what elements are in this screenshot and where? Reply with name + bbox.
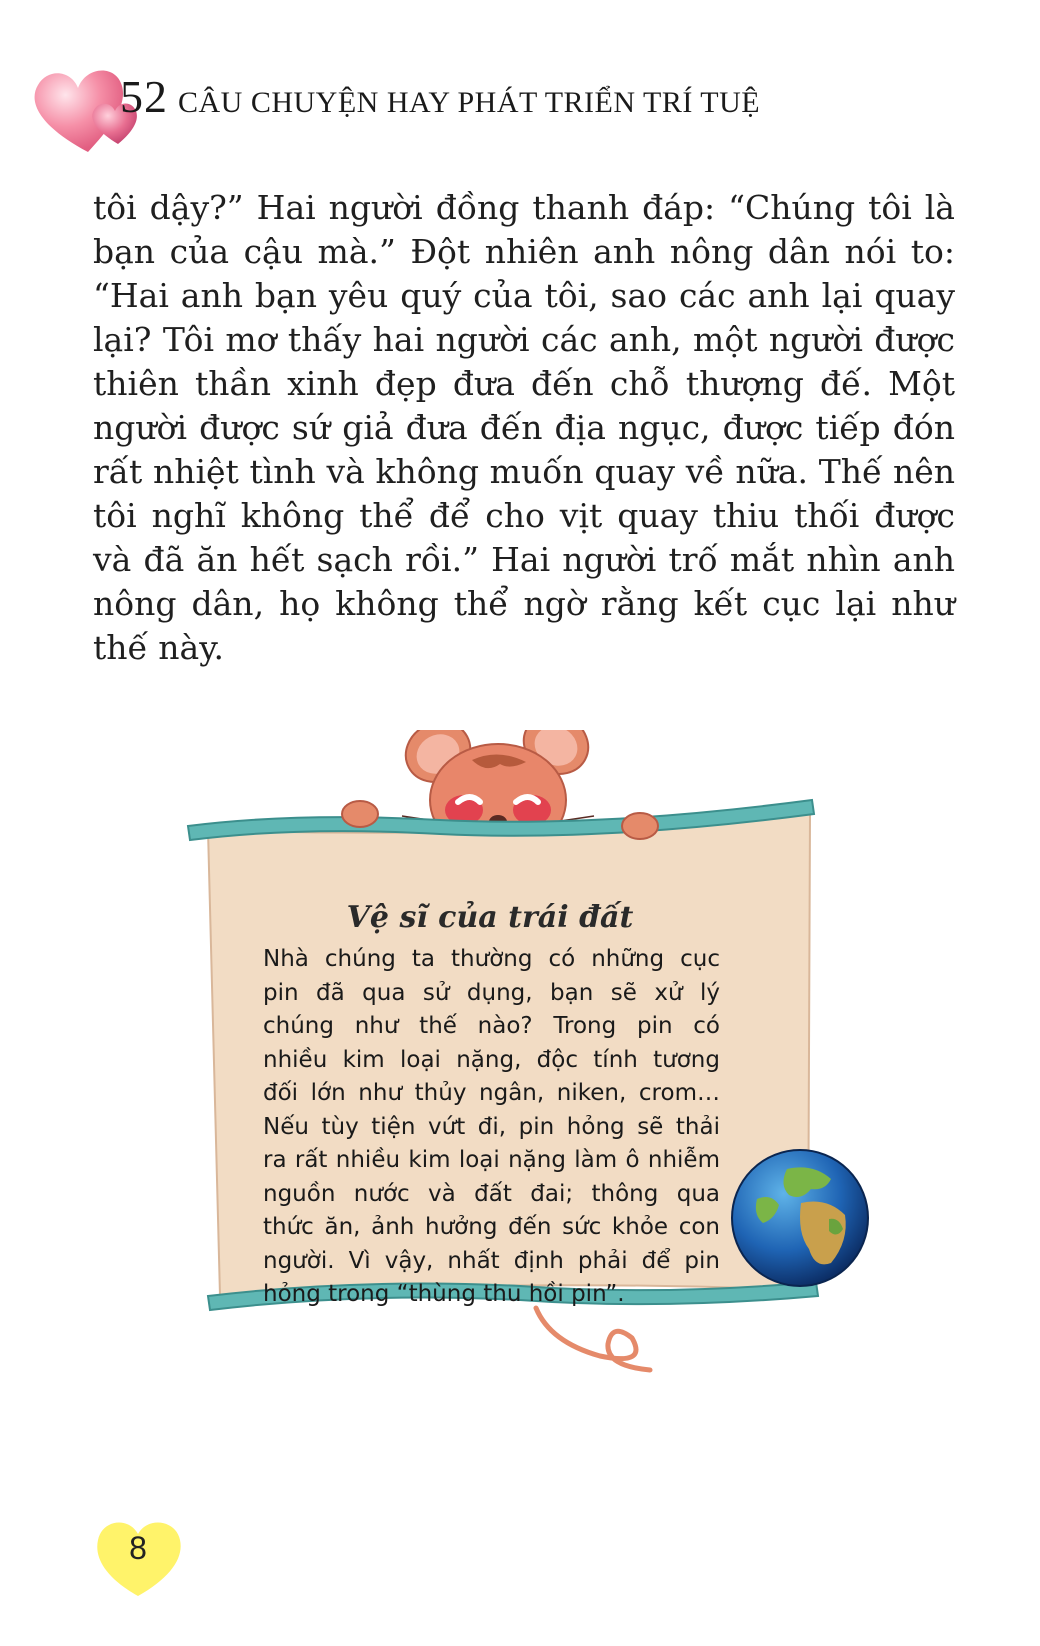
story-line: người được sứ giả đưa đến địa ngục, được tiếp đón [93,408,955,447]
box-line: chúng như thế nào? Trong pin có [263,1013,720,1039]
story-line: rất nhiệt tình và không muốn quay về nữa. Thế nên [93,452,955,491]
story-line: lại? Tôi mơ thấy hai người các anh, một người được [93,320,955,359]
box-line: Nhà chúng ta thường có những cục [263,946,720,972]
story-line: và đã ăn hết sạch rồi.” Hai người trố mắt nhìn anh [93,540,955,579]
box-line: người. Vì vậy, nhất định phải để pin [263,1247,720,1274]
header-book-title: CÂU CHUYỆN HAY PHÁT TRIỂN TRÍ TUỆ [178,86,761,119]
story-line: tôi dậy?” Hai người đồng thanh đáp: “Chúng tôi là [93,188,955,227]
story-line: nông dân, họ không thể ngờ rằng kết cục lại như [93,584,955,623]
running-header [120,70,760,123]
box-title: Vệ sĩ của trái đất [346,900,634,935]
story-line: thế này. [93,628,224,667]
story-line: bạn của cậu mà.” Đột nhiên anh nông dân nói to: [93,232,955,271]
box-line: pin đã qua sử dụng, bạn sẽ xử lý [263,979,720,1006]
box-line: ra rất nhiều kim loại nặng làm ô nhiễm [263,1147,720,1173]
page-number: 8 [129,1530,147,1566]
mouse-tail [536,1308,650,1370]
box-line: nguồn nước và đất đai; thông qua [263,1180,720,1207]
story-paragraph [93,186,955,670]
story-line: “Hai anh bạn yêu quý của tôi, sao các anh lại quay [93,276,955,315]
box-line: đối lớn như thủy ngân, niken, crom… [263,1080,720,1106]
box-line: Nếu tùy tiện vứt đi, pin hỏng sẽ thải [263,1113,720,1140]
box-line: hỏng trong “thùng thu hồi pin”. [263,1281,625,1307]
box-line: nhiều kim loại nặng, độc tính tương [263,1046,720,1073]
box-paragraph [263,943,720,1312]
header-book-number: 52 [120,71,168,122]
globe-icon [727,1145,873,1291]
box-line: thức ăn, ảnh hưởng đến sức khỏe con [263,1214,720,1240]
story-line: thiên thần xinh đẹp đưa đến chỗ thượng đế. Một [93,364,955,403]
story-line: tôi nghĩ không thể để cho vịt quay thiu thối được [93,496,955,535]
